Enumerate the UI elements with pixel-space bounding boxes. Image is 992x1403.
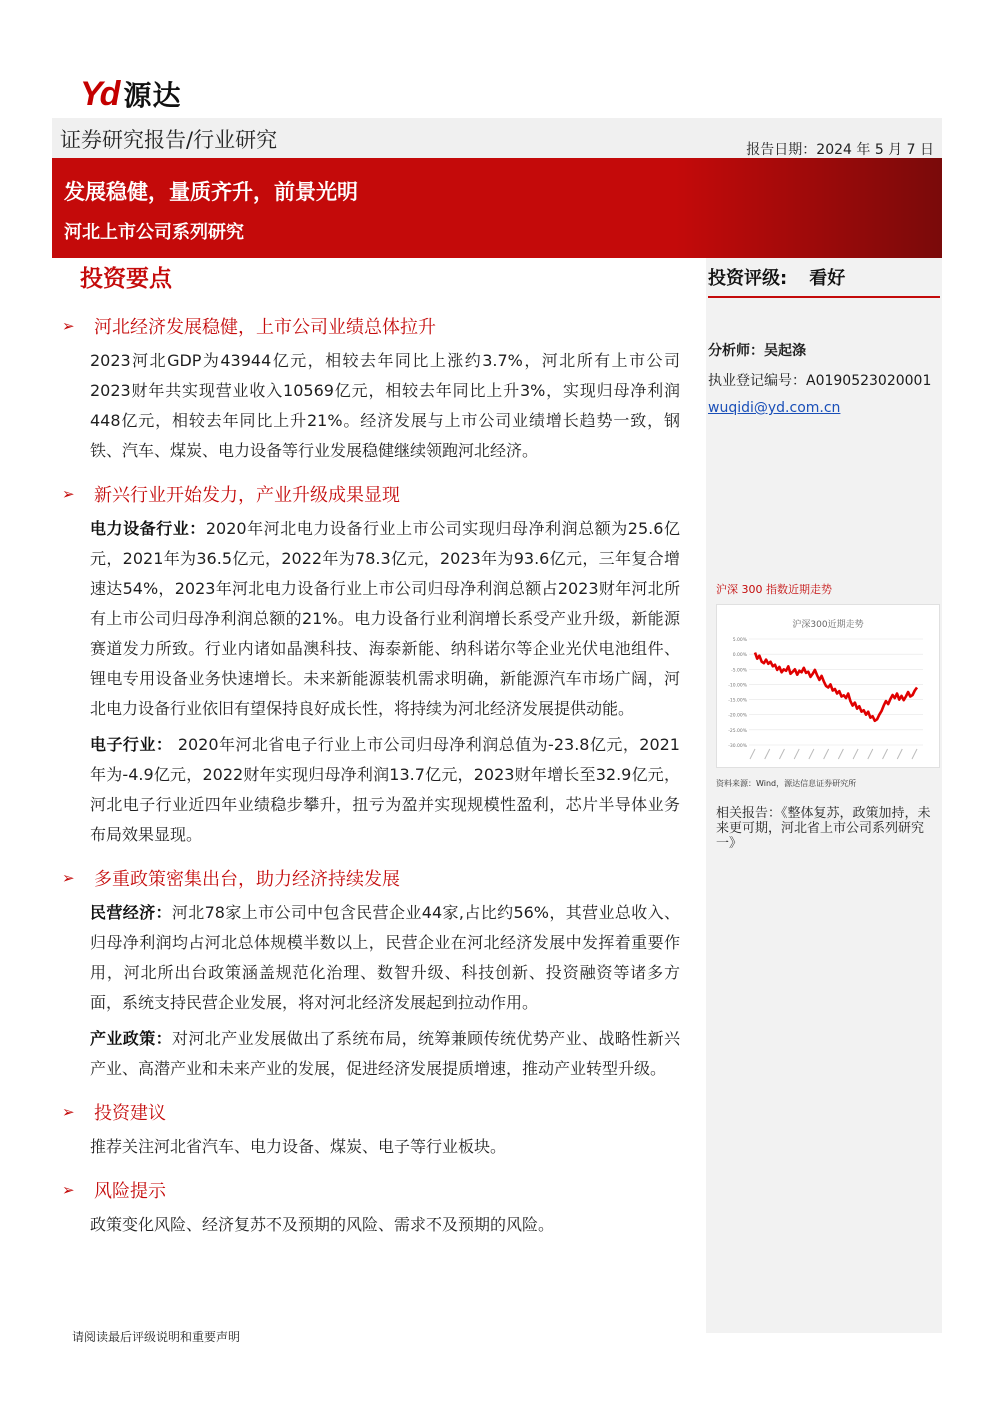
rating-value: 看好: [809, 268, 846, 289]
section-title: 多重政策密集出台，助力经济持续发展: [94, 869, 400, 890]
paragraph-text: 2020年河北电力设备行业上市公司实现归母净利润总额为25.6亿元，2021年为36.5亿元，2022年为78.3亿元，2023年为93.6亿元，三年复合增速达54%，2023年河北电力设备行业上市公司归母净利润总额占2023财年河北所有上市公司归母净利润总额的21%。电力设备行业利润增长系受产业升级，新能源赛道发力所致。行业内诸如晶澳科技、海泰新能、纳科诺尔等企业光伏电池组件、锂电专用设备业务快速增长。未来新能源装机需求明确，新能源汽车市场广阔，河北电力设备行业依旧有望保持良好成长性，将持续为河北经济发展提供动能。: [90, 519, 680, 718]
chart-source: 资料来源：Wind，源达信息证券研究所: [716, 779, 857, 788]
section-title: 新兴行业开始发力，产业升级成果显现: [94, 485, 400, 506]
y-tick-label: -30.00%: [728, 744, 747, 749]
section-paragraph: [90, 730, 680, 850]
section-paragraph: [90, 514, 680, 724]
analyst-cert: 执业登记编号：A0190523020001: [708, 373, 932, 389]
paragraph-text: 对河北产业发展做出了系统布局，统筹兼顾传统优势产业、战略性新兴产业、高潜产业和未来产业的发展，促进经济发展提质增速，推动产业转型升级。: [90, 1029, 680, 1078]
rating-label: 投资评级:: [708, 268, 788, 289]
section-paragraph: [90, 1210, 680, 1240]
x-tick-mark: [883, 749, 888, 759]
paragraph-text: 2023河北GDP为43944亿元，相较去年同比上涨约3.7%，河北所有上市公司2023财年共实现营业收入10569亿元，相较去年同比上升3%，实现归母净利润448亿元，相较去年同比上升21%。经济发展与上市公司业绩增长趋势一致，钢铁、汽车、煤炭、电力设备等行业发展稳健继续领跑河北经济。: [90, 351, 680, 460]
paragraph-lead: 电子行业：: [90, 735, 173, 754]
report-type: 证券研究报告/行业研究: [60, 128, 278, 152]
arrow-bullet-icon: ➢: [62, 1181, 75, 1199]
section-header: [60, 312, 680, 340]
sidebar: [708, 258, 940, 416]
section-title: 河北经济发展稳健，上市公司业绩总体拉升: [94, 317, 436, 338]
x-tick-mark: [897, 749, 902, 759]
section-paragraph: [90, 346, 680, 466]
y-tick-label: -5.00%: [731, 668, 747, 674]
section-header: [60, 1098, 680, 1126]
x-tick-mark: [750, 749, 755, 759]
x-tick-mark: [824, 749, 829, 759]
report-subtitle: 河北上市公司系列研究: [64, 222, 244, 243]
paragraph-text: 推荐关注河北省汽车、电力设备、煤炭、电子等行业板块。: [90, 1137, 507, 1156]
report-section: [60, 312, 680, 466]
report-section: [60, 1176, 680, 1240]
report-section: [60, 480, 680, 850]
section-header: [60, 864, 680, 892]
sections-container: [60, 312, 680, 1240]
footer-disclaimer: 请阅读最后评级说明和重要声明: [72, 1330, 241, 1344]
section-header: [60, 480, 680, 508]
paragraph-text: 政策变化风险、经济复苏不及预期的风险、需求不及预期的风险。: [90, 1215, 555, 1234]
x-tick-mark: [868, 749, 873, 759]
arrow-bullet-icon: ➢: [62, 1103, 75, 1121]
section-heading: 投资要点: [80, 266, 172, 292]
x-tick-mark: [912, 749, 917, 759]
arrow-bullet-icon: ➢: [62, 485, 75, 503]
index-chart-svg: [717, 605, 939, 767]
y-tick-label: -20.00%: [728, 713, 747, 719]
arrow-bullet-icon: ➢: [62, 317, 75, 335]
x-tick-mark: [765, 749, 770, 759]
paragraph-text: 河北78家上市公司中包含民营企业44家,占比约56%，其营业总收入、归母净利润均占河北总体规模半数以上，民营企业在河北经济发展中发挥着重要作用，河北所出台政策涵盖规范化治理、数智升级、科技创新、投资融资等诸多方面，系统支持民营企业发展，将对河北经济发展起到拉动作用。: [90, 903, 680, 1012]
logo-text: 源达: [123, 79, 182, 112]
brand-logo: [80, 74, 181, 114]
index-chart: [716, 604, 940, 768]
report-title: 发展稳健，量质齐升，前景光明: [64, 180, 358, 204]
chart-title: 沪深300近期走势: [792, 620, 864, 630]
paragraph-lead: 民营经济：: [90, 903, 172, 922]
chart-caption: 沪深 300 指数近期走势: [716, 583, 832, 596]
paragraph-lead: 电力设备行业：: [90, 519, 206, 538]
y-tick-label: 0.00%: [732, 653, 747, 659]
rating-divider: [708, 296, 940, 298]
section-title: 风险提示: [94, 1181, 166, 1202]
section-paragraph: [90, 1132, 680, 1162]
section-header: [60, 1176, 680, 1204]
section-paragraph: [90, 898, 680, 1018]
analyst-email-link[interactable]: wuqidi@yd.com.cn: [708, 400, 841, 416]
report-section: [60, 1098, 680, 1162]
arrow-bullet-icon: ➢: [62, 869, 75, 887]
related-reports: 相关报告：《整体复苏，政策加持，未来更可期，河北省上市公司系列研究一》: [716, 806, 931, 851]
analyst-name: 分析师：吴起涤: [708, 343, 806, 359]
section-title: 投资建议: [94, 1103, 166, 1124]
y-tick-label: -15.00%: [728, 698, 747, 704]
main-content: [60, 262, 680, 1240]
logo-mark: Yd: [80, 74, 118, 113]
report-date: 报告日期：2024 年 5 月 7 日: [746, 142, 934, 158]
investment-rating: [708, 258, 940, 296]
x-tick-mark: [779, 749, 784, 759]
section-paragraph: [90, 1024, 680, 1084]
paragraph-lead: 产业政策：: [90, 1029, 172, 1048]
paragraph-text: 2020年河北省电子行业上市公司归母净利润总值为-23.8亿元，2021年为-4.9亿元，2022财年实现归母净利润13.7亿元，2023财年增长至32.9亿元，河北电子行业近四年业绩稳步攀升，扭亏为盈并实现规模性盈利，芯片半导体业务布局效果显现。: [90, 735, 680, 844]
y-tick-label: -10.00%: [728, 683, 747, 689]
report-section: [60, 864, 680, 1084]
x-tick-mark: [809, 749, 814, 759]
x-tick-mark: [794, 749, 799, 759]
y-tick-label: -25.00%: [728, 728, 747, 734]
series-line: [755, 653, 917, 721]
x-tick-mark: [838, 749, 843, 759]
sidebar-background: [706, 258, 942, 1333]
x-tick-mark: [853, 749, 858, 759]
y-tick-label: 5.00%: [732, 638, 747, 643]
